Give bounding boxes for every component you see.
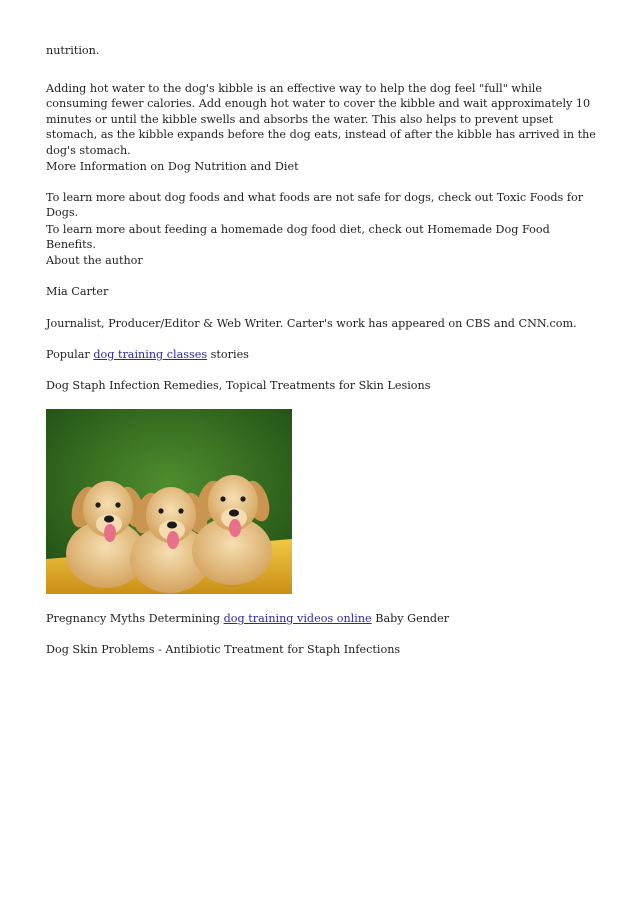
- pregnancy-myths-line: [46, 611, 596, 626]
- golden-retriever-puppies-photo: [46, 409, 292, 594]
- dog-training-videos-link[interactable]: dog training videos online: [223, 612, 372, 625]
- author-name: Mia Carter: [46, 285, 109, 298]
- dog-training-classes-link[interactable]: dog training classes: [93, 348, 208, 361]
- heading-about-author: About the author: [46, 254, 143, 267]
- pregnancy-suffix: Baby Gender: [371, 612, 450, 625]
- staph-remedies-title: Dog Staph Infection Remedies, Topical Treatments for Skin Lesions: [46, 379, 431, 392]
- paragraph-homemade-diet: To learn more about feeding a homemade dog food diet, check out Homemade Dog Food Benefits.: [46, 223, 550, 252]
- text-nutrition: nutrition.: [46, 44, 100, 57]
- paragraph-hot-water: Adding hot water to the dog's kibble is an effective way to help the dog feel "full" while consuming fewer calories. Add enough hot water to cover the kibble and wait approximately 10 minutes or until the kibble swells and absorbs the water. This also helps to prevent upset stomach, as the kibble expands before the dog eats, instead of after the kibble has arrived in the dog's stomach.: [46, 82, 596, 157]
- skin-problems-title: Dog Skin Problems - Antibiotic Treatment for Staph Infections: [46, 643, 401, 656]
- popular-stories-line: [46, 347, 596, 362]
- popular-suffix: stories: [207, 348, 249, 361]
- paragraph-toxic-foods: To learn more about dog foods and what foods are not safe for dogs, check out Toxic Foods for Dogs.: [46, 191, 584, 220]
- heading-more-information: More Information on Dog Nutrition and Diet: [46, 160, 299, 173]
- pregnancy-prefix: Pregnancy Myths Determining: [46, 612, 224, 625]
- popular-prefix: Popular: [46, 348, 94, 361]
- author-bio: Journalist, Producer/Editor & Web Writer. Carter's work has appeared on CBS and CNN.com.: [46, 317, 577, 330]
